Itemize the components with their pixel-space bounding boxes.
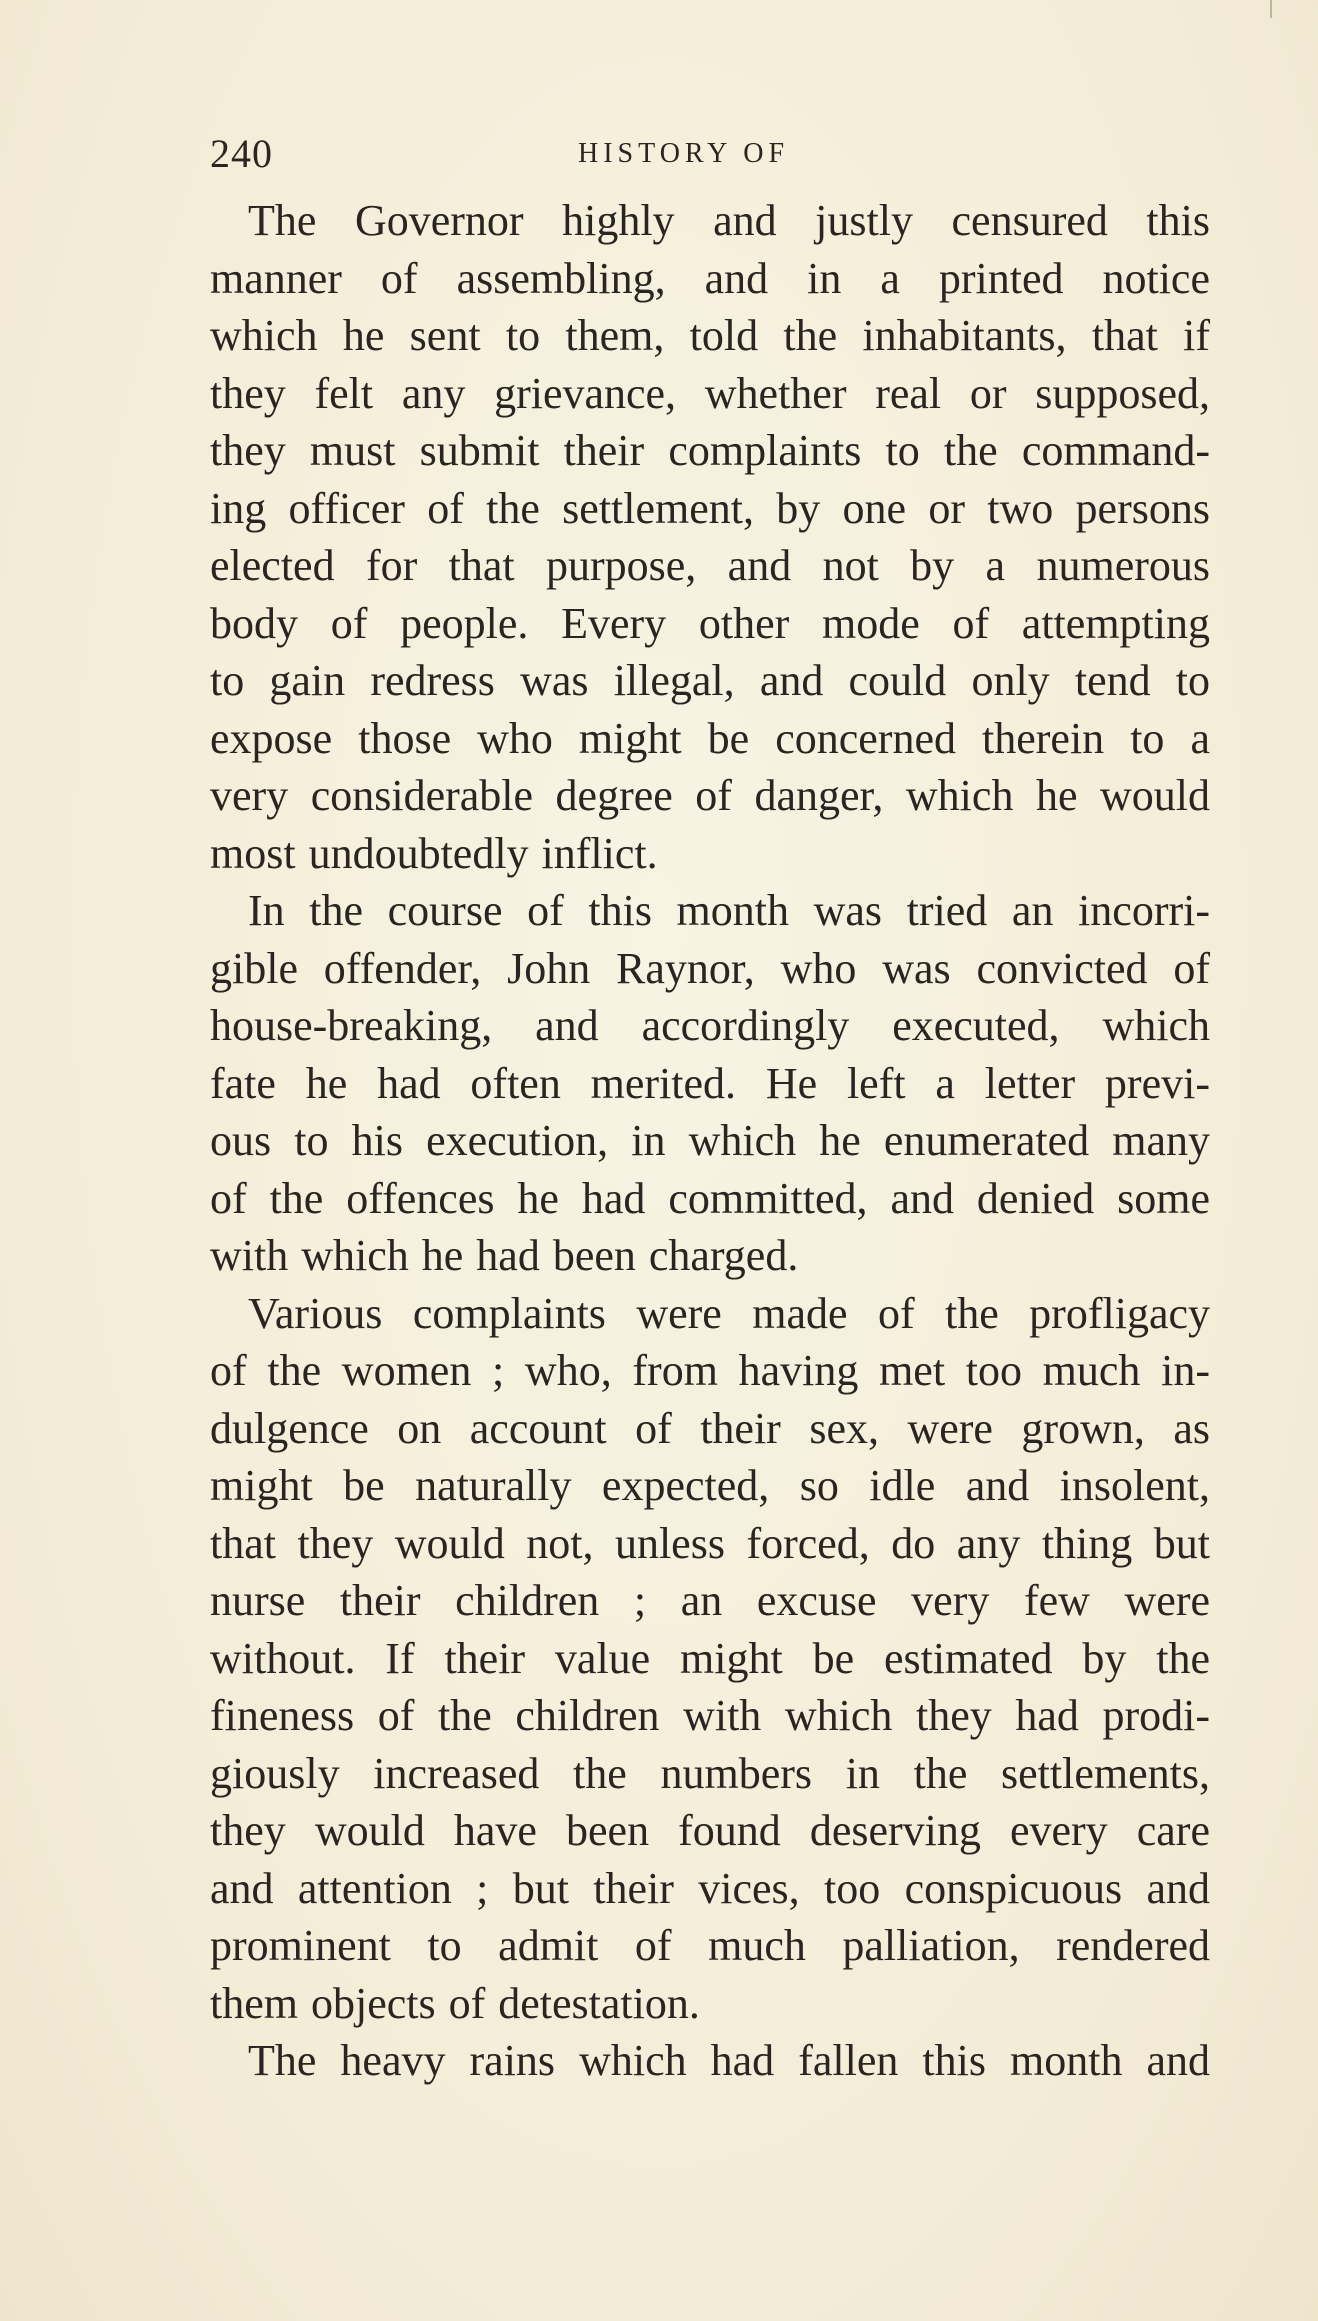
text-line: nurse their children ; an excuse very few were [210,1576,1210,1625]
text-line: them objects of detestation. [210,1978,700,2028]
text-line: they must submit their complaints to the command- [210,426,1210,475]
text-line: manner of assembling, and in a printed notice [210,253,1210,303]
page-number: 240 [210,131,273,176]
text-line: expose those who might be concerned therein to a [210,713,1210,763]
text-line: body of people. Every other mode of attempting [210,598,1210,648]
text-line: with which he had been charged. [210,1231,799,1280]
text-line: prominent to admit of much palliation, rendered [210,1921,1210,1970]
text-line: The Governor highly and justly censured this [248,196,1210,245]
text-line: to gain redress was illegal, and could only tend to [210,656,1210,705]
text-line: without. If their value might be estimated by the [210,1633,1210,1683]
text-line: of the offences he had committed, and denied some [210,1173,1210,1223]
text-line: they would have been found deserving every care [210,1806,1210,1855]
text-line: they felt any grievance, whether real or supposed, [210,368,1210,418]
text-line: might be naturally expected, so idle and insolent, [210,1461,1210,1510]
text-line: fineness of the children with which they had prodi- [210,1691,1210,1740]
text-line: gible offender, John Raynor, who was convicted of [210,943,1210,993]
page-edge-mark [1270,0,1272,18]
text-line: and attention ; but their vices, too conspicuous and [210,1863,1210,1913]
text-line: ous to his execution, in which he enumerated many [210,1116,1210,1165]
text-line: that they would not, unless forced, do any thing but [210,1518,1210,1568]
text-line: most undoubtedly inflict. [210,828,658,878]
text-line: ing officer of the settlement, by one or two persons [210,483,1210,533]
text-line: very considerable degree of danger, which he would [210,771,1210,820]
text-line: of the women ; who, from having met too much in- [210,1346,1210,1395]
text-line: fate he had often merited. He left a letter previ- [210,1058,1210,1108]
text-line: Various complaints were made of the profligacy [248,1288,1210,1338]
text-line: giously increased the numbers in the settlements, [210,1748,1210,1798]
text-line: The heavy rains which had fallen this month and [248,2036,1210,2085]
text-line: dulgence on account of their sex, were grown, as [210,1403,1210,1453]
page-header [210,130,1190,190]
text-line: house-breaking, and accordingly executed, which [210,1001,1210,1050]
text-line: which he sent to them, told the inhabitants, that if [210,311,1210,360]
running-head: HISTORY OF [578,138,790,169]
text-line: In the course of this month was tried an incorri- [248,886,1210,935]
text-line: elected for that purpose, and not by a numerous [210,541,1210,590]
body-text [210,192,1210,2090]
